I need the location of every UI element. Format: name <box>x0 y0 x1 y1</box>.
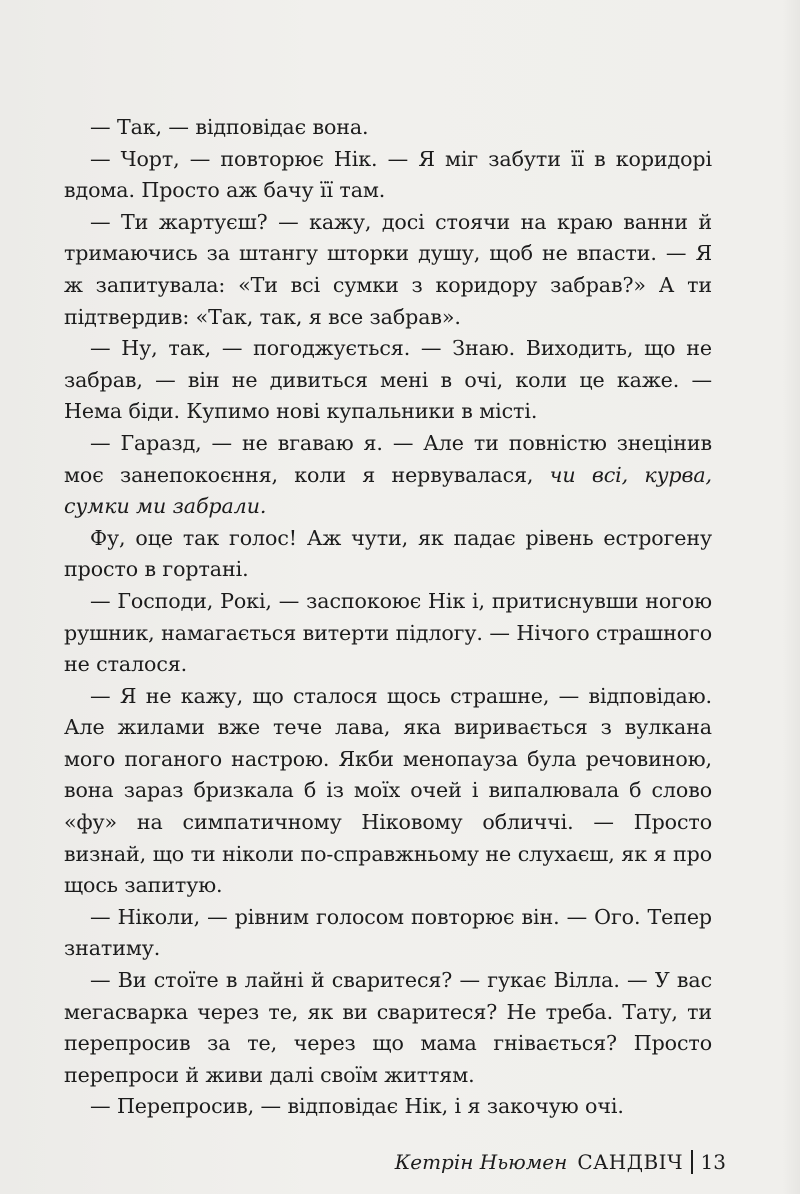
paragraph: — Господи, Рокі, — заспокоює Нік і, притиснувши ногою рушник, намагається витерти підлогу. — Нічого страшного не сталося. <box>64 588 712 677</box>
paragraph: — Чорт, — повторює Нік. — Я міг забути її в коридорі вдома. Просто аж бачу її там. <box>64 146 712 203</box>
paragraph: — Ви стоїте в лайні й сваритеся? — гукає Вілла. — У вас мегасварка через те, як ви сваритеся? Не треба. Тату, ти перепросив за те, через що мама гнівається? Просто перепроси й живи далі своїм життям. <box>64 968 712 1087</box>
paragraph-with-italic <box>64 428 712 523</box>
paragraph: — Так, — відповідає вона. <box>90 115 369 139</box>
footer-divider <box>691 1150 693 1174</box>
body-text <box>64 112 712 1123</box>
page-number: 13 <box>700 1150 726 1174</box>
paragraph: — Я не кажу, що сталося щось страшне, — відповідаю. Але жилами вже тече лава, яка виривається з вулкана мого поганого настрою. Якби менопауза була речовиною, вона зараз бризкала б із моїх очей і випалювала б слово «фу» на симпатичному Ніковому обличчі. — Просто визнай, що ти ніколи по-справжньому не слухаєш, як я про щось запитую. <box>64 683 712 898</box>
footer-author: Кетрін Ньюмен <box>394 1150 568 1174</box>
running-footer <box>395 1150 726 1174</box>
paragraph: Фу, оце так голос! Аж чути, як падає рівень естрогену просто в гортані. <box>64 525 712 582</box>
italic-emphasis: чи всі, курва, сумки ми забрали. <box>64 462 713 519</box>
footer-book-title: САНДВІЧ <box>577 1150 684 1174</box>
paragraph-text: — Гаразд, — не вгаваю я. — Але ти повністю знецінив моє занепокоєння, коли я нервувалася, <box>64 430 712 487</box>
paragraph: — Ніколи, — рівним голосом повторює він. — Ого. Тепер знатиму. <box>64 904 712 961</box>
paragraph: — Перепросив, — відповідає Нік, і я закочую очі. <box>90 1094 624 1119</box>
paragraph: — Ну, так, — погоджується. — Знаю. Виходить, що не забрав, — він не дивиться мені в очі, коли це каже. — Нема біди. Купимо нові купальники в місті. <box>64 336 712 424</box>
paragraph: — Ти жартуєш? — кажу, досі стоячи на краю ванни й тримаючись за штангу шторки душу, щоб не впасти. — Я ж запитувала: «Ти всі сумки з коридору забрав?» А ти підтвердив: «Так, так, я все забрав». <box>64 209 712 329</box>
page-edge-shadow <box>782 0 800 1194</box>
